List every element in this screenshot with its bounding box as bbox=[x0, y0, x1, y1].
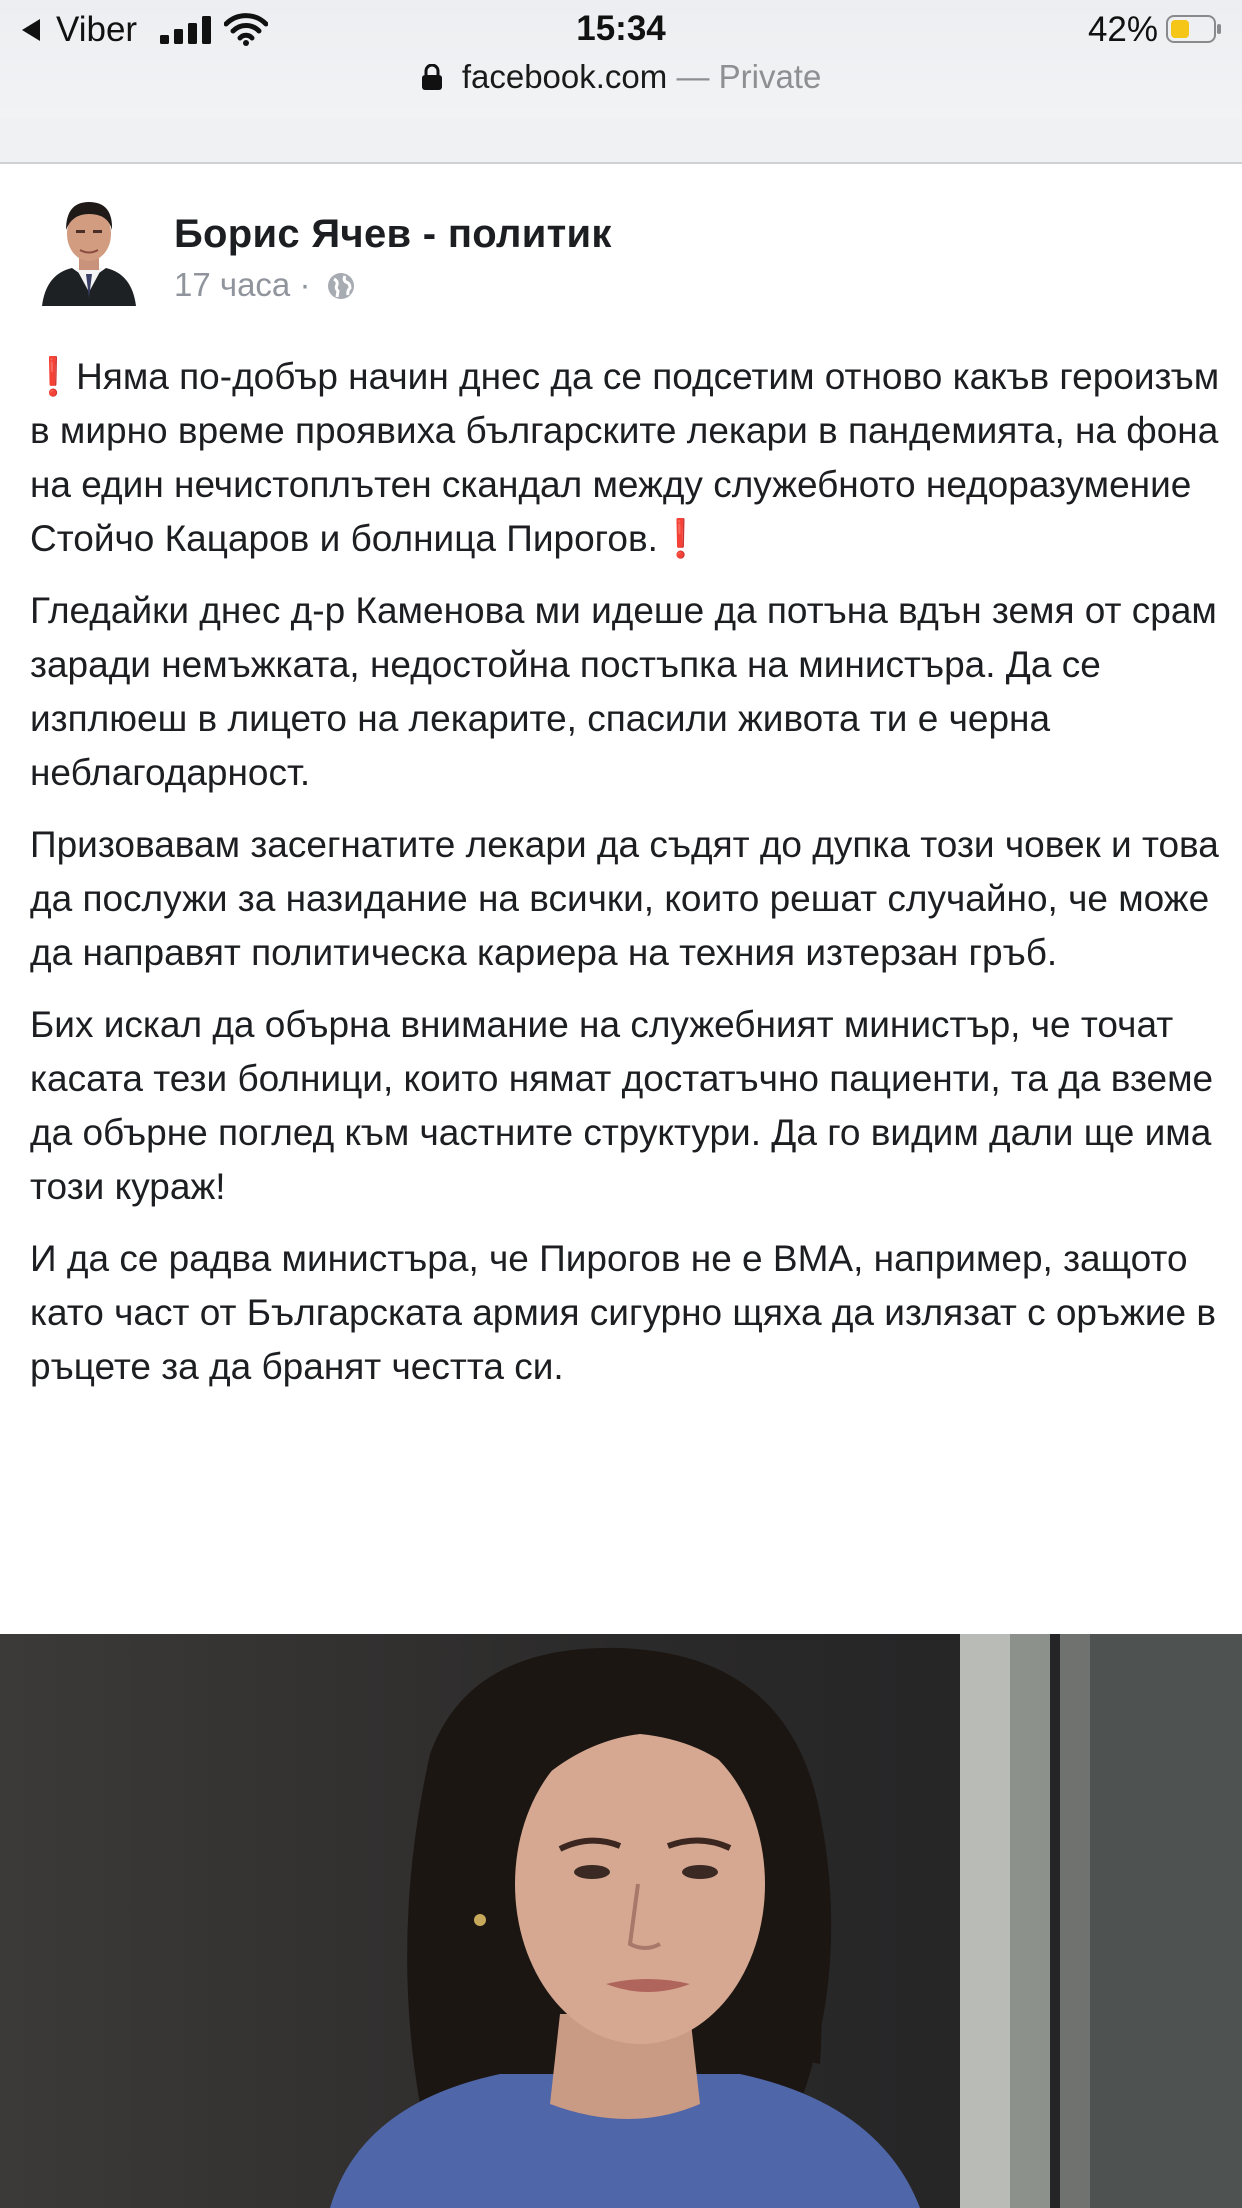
post-paragraph: И да се радва министъра, че Пирогов не е ВМА, например, защото като част от Българската армия сигурно щяха да излязат с оръжие в ръцете за да бранят честта си. bbox=[30, 1238, 1217, 1387]
post-paragraph: ❗Няма по-добър начин днес да се подсетим отново какъв героизъм в мирно време проявиха българските лекари в пандемията, на фона на един нечистоплътен скандал между служебното недоразумение Стойчо Кацаров и болница Пирогов.❗ bbox=[30, 356, 1220, 559]
address-bar[interactable] bbox=[0, 58, 1242, 104]
post-photo[interactable] bbox=[0, 1634, 1242, 2208]
post-time[interactable]: 17 часа bbox=[174, 266, 291, 303]
post-meta bbox=[174, 266, 356, 304]
post-paragraph: Гледайки днес д-р Каменова ми идеше да потъна вдън земя от срам заради немъжката, недостойна постъпка на министъра. Да се изплюеш в лицето на лекарите, спасили живота ти е черна неблагодарност. bbox=[30, 590, 1217, 793]
page-top-divider bbox=[0, 118, 1242, 164]
exclamation-icon: ❗ bbox=[30, 356, 77, 397]
lock-icon bbox=[421, 64, 443, 90]
status-bar bbox=[0, 0, 1242, 60]
url-separator: — bbox=[676, 58, 710, 95]
exclamation-icon: ❗ bbox=[657, 518, 704, 559]
photo-illustration bbox=[0, 1634, 1242, 2208]
globe-icon bbox=[326, 271, 356, 301]
post-paragraph: Бих искал да обърна внимание на служебният министър, че точат касата тези болници, които нямат достатъчно пациенти, та да вземе да обърне поглед към частните структури. Да го видим дали ще има този кураж! bbox=[30, 1004, 1214, 1207]
post-paragraph: Призовавам засегнатите лекари да съдят до дупка този човек и това да послужи за назидание на всички, които решат случайно, че може да направят политическа кариера на техния изтерзан гръб. bbox=[30, 824, 1219, 973]
private-mode-label: Private bbox=[718, 58, 822, 95]
clock: 15:34 bbox=[576, 9, 666, 48]
battery-icon bbox=[1166, 15, 1222, 43]
meta-dot: · bbox=[299, 266, 311, 303]
browser-chrome bbox=[0, 0, 1242, 119]
back-to-app-label[interactable]: Viber bbox=[56, 10, 138, 49]
post-author-name[interactable]: Борис Ячев - политик bbox=[174, 212, 612, 256]
post-text bbox=[30, 350, 1220, 1412]
post-header bbox=[0, 166, 1242, 316]
url-text[interactable]: facebook.com bbox=[461, 58, 668, 95]
avatar[interactable] bbox=[36, 188, 142, 306]
battery-percentage: 42% bbox=[1087, 10, 1158, 49]
